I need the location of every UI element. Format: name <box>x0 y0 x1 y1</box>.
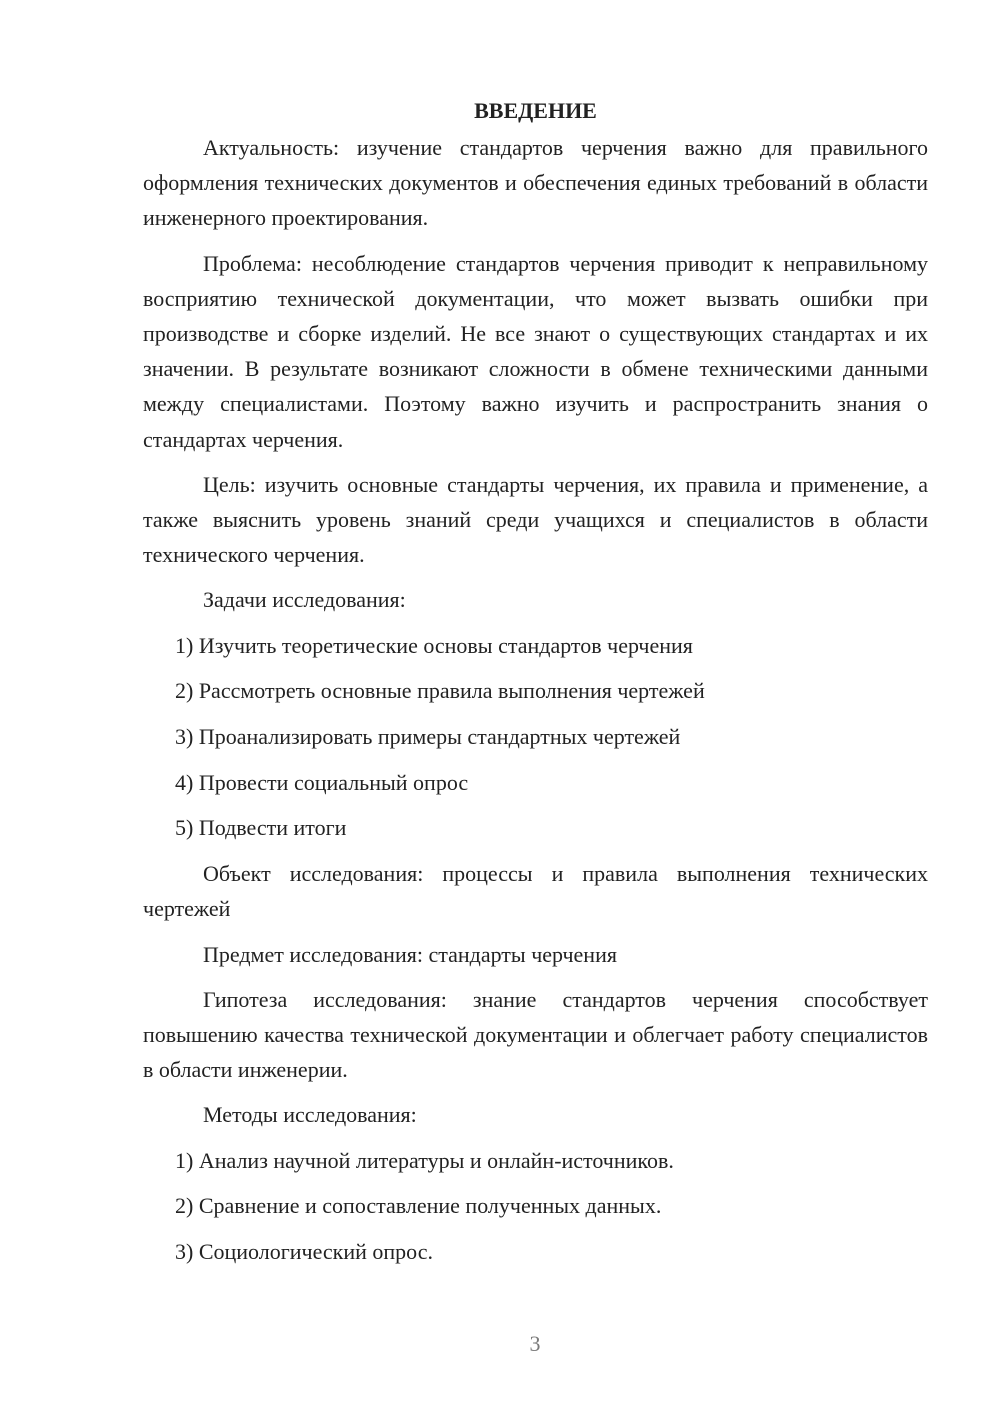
methods-list <box>143 1143 928 1270</box>
list-item: 1) Анализ научной литературы и онлайн-источников. <box>175 1147 674 1173</box>
paragraph-object: Объект исследования: процессы и правила выполнения технических чертежей <box>143 861 928 922</box>
paragraph-hypothesis: Гипотеза исследования: знание стандартов черчения способствует повышению качества технической документации и облегчает работу специалистов в области инженерии. <box>143 986 928 1083</box>
list-item: 4) Провести социальный опрос <box>175 769 469 795</box>
methods-heading: Методы исследования: <box>203 1102 417 1128</box>
paragraph-relevance: Актуальность: изучение стандартов черчения важно для правильного оформления технических документов и обеспечения единых требований в области инженерного проектирования. <box>143 135 928 231</box>
paragraph-subject: Предмет исследования: стандарты черчения <box>203 941 617 967</box>
list-item: 2) Рассмотреть основные правила выполнения чертежей <box>175 678 705 704</box>
list-item: 5) Подвести итоги <box>175 815 347 841</box>
list-item: 1) Изучить теоретические основы стандартов черчения <box>175 632 693 658</box>
paragraph-goal: Цель: изучить основные стандарты черчения, их правила и применение, а также выяснить уровень знаний среди учащихся и специалистов в области технического черчения. <box>143 471 928 568</box>
paragraph-problem: Проблема: несоблюдение стандартов черчения приводит к неправильному восприятию технической документации, что может вызвать ошибки при производстве и сборке изделий. Не все знают о существующих стандартах и их значении. В результате возникают сложности в обмене техническими данными между специалистами. Поэтому важно изучить и распространить знания о стандартах черчения. <box>143 250 928 452</box>
list-item: 3) Проанализировать примеры стандартных чертежей <box>175 724 681 750</box>
page-title: ВВЕДЕНИЕ <box>474 98 597 123</box>
tasks-list <box>143 628 928 846</box>
document-page <box>143 92 928 1280</box>
tasks-heading: Задачи исследования: <box>203 587 406 613</box>
page-number: 3 <box>529 1331 541 1356</box>
list-item: 2) Сравнение и сопоставление полученных данных. <box>175 1193 662 1219</box>
list-item: 3) Социологический опрос. <box>175 1238 433 1264</box>
